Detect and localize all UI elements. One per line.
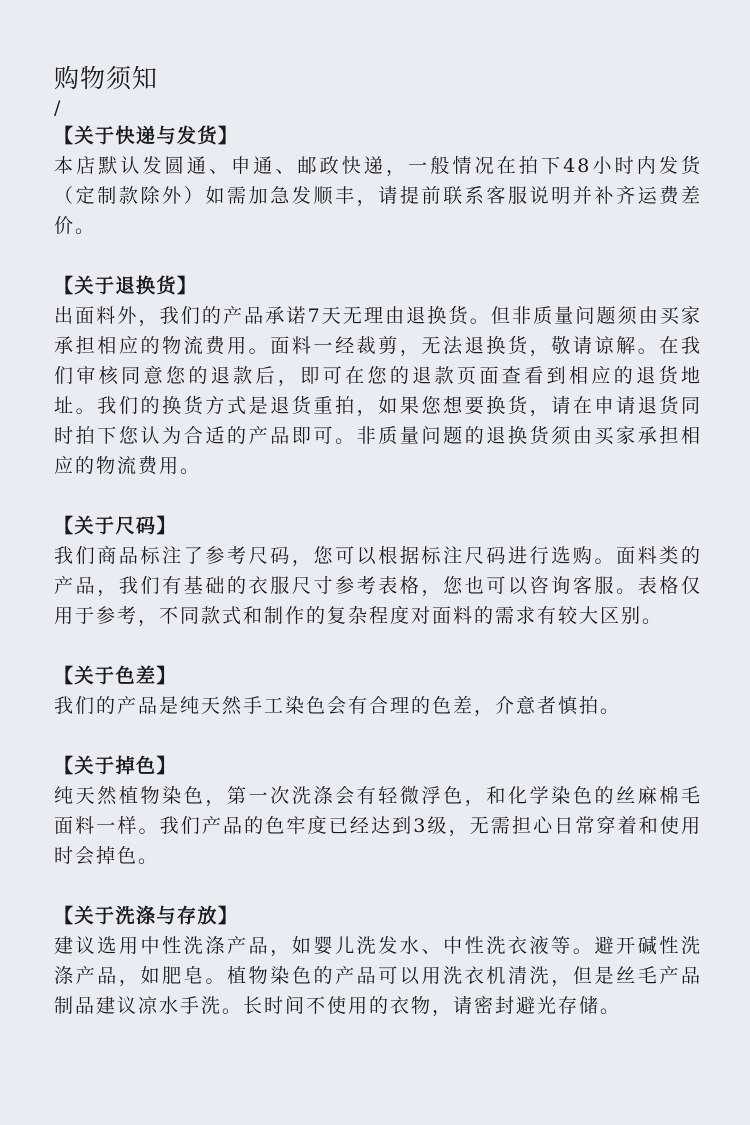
section-heading: 【关于色差】 bbox=[54, 665, 178, 687]
section-returns bbox=[54, 271, 710, 481]
page-title: 购物须知 bbox=[54, 64, 159, 93]
section-heading: 【关于退换货】 bbox=[54, 275, 198, 297]
section-body: 纯天然植物染色，第一次洗涤会有轻微浮色，和化学染色的丝麻棉毛面料一样。我们产品的色牢度已经达到3级，无需担心日常穿着和使用时会掉色。 bbox=[54, 785, 702, 867]
section-heading: 【关于快递与发货】 bbox=[54, 125, 239, 147]
section-body: 我们的产品是纯天然手工染色会有合理的色差，介意者慎拍。 bbox=[54, 695, 622, 717]
section-sizing bbox=[54, 511, 710, 631]
section-color-difference bbox=[54, 661, 710, 721]
section-body: 出面料外，我们的产品承诺7天无理由退换货。但非质量问题须由买家承担相应的物流费用。面料一经裁剪，无法退换货，敬请谅解。在我们审核同意您的退款后，即可在您的退款页面查看到相应的退货地址。我们的换货方式是退货重拍，如果您想要换货，请在申请退货同时拍下您认为合适的产品即可。非质量问题的退换货须由买家承担相应的物流费用。 bbox=[54, 305, 702, 477]
section-heading: 【关于掉色】 bbox=[54, 755, 178, 777]
section-color-fading bbox=[54, 751, 710, 871]
section-shipping bbox=[54, 121, 710, 241]
title-divider-slash: / bbox=[54, 97, 61, 119]
section-body: 建议选用中性洗涤产品，如婴儿洗发水、中性洗衣液等。避开碱性洗涤产品，如肥皂。植物染色的产品可以用洗衣机清洗，但是丝毛产品制品建议凉水手洗。长时间不使用的衣物，请密封避光存储。 bbox=[54, 935, 702, 1017]
section-body: 我们商品标注了参考尺码，您可以根据标注尺码进行选购。面料类的产品，我们有基础的衣服尺寸参考表格，您也可以咨询客服。表格仅用于参考，不同款式和制作的复杂程度对面料的需求有较大区别。 bbox=[54, 545, 702, 627]
section-heading: 【关于尺码】 bbox=[54, 515, 178, 537]
section-heading: 【关于洗涤与存放】 bbox=[54, 905, 239, 927]
section-washing-storage bbox=[54, 901, 710, 1021]
section-body: 本店默认发圆通、申通、邮政快递，一般情况在拍下48小时内发货（定制款除外）如需加急发顺丰，请提前联系客服说明并补齐运费差价。 bbox=[54, 155, 702, 237]
